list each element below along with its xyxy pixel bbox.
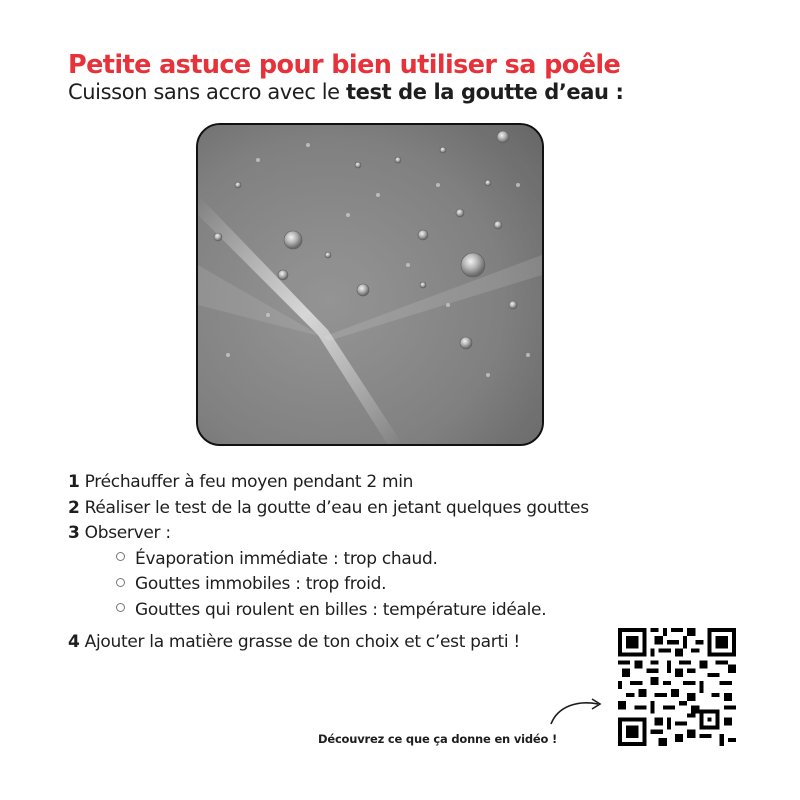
subtitle-prefix: Cuisson sans accro avec le <box>68 80 346 104</box>
pan-photo <box>196 123 544 446</box>
qr-code-icon[interactable] <box>618 628 736 746</box>
observation-text: Gouttes qui roulent en billes : température idéale. <box>135 599 547 620</box>
subtitle-bold: test de la goutte d’eau : <box>345 80 624 104</box>
observation-item <box>68 598 768 624</box>
observation-item <box>68 547 768 573</box>
curved-arrow-icon <box>548 696 606 728</box>
step-1 <box>68 470 768 496</box>
step-text: Réaliser le test de la goutte d’eau en jetant quelques gouttes <box>84 497 589 518</box>
video-cta-text: Découvrez ce que ça donne en vidéo ! <box>318 732 558 746</box>
step-number: 3 <box>68 523 80 543</box>
observation-item <box>68 572 768 598</box>
step-text: Ajouter la matière grasse de ton choix et c’est parti ! <box>84 632 520 652</box>
step-3 <box>68 521 768 547</box>
step-number: 1 <box>68 472 80 492</box>
step-number: 2 <box>68 497 80 518</box>
page-subtitle <box>68 80 624 104</box>
page-title: Petite astuce pour bien utiliser sa poêle <box>68 50 621 80</box>
bullet-icon <box>116 603 125 612</box>
step-text: Préchauffer à feu moyen pendant 2 min <box>84 472 414 492</box>
observation-text: Gouttes immobiles : trop froid. <box>135 574 387 594</box>
step-number: 4 <box>68 632 80 652</box>
bullet-icon <box>116 552 125 561</box>
step-2 <box>68 496 768 522</box>
step-text: Observer : <box>84 523 171 543</box>
bullet-icon <box>116 578 125 587</box>
observation-text: Évaporation immédiate : trop chaud. <box>135 548 438 569</box>
